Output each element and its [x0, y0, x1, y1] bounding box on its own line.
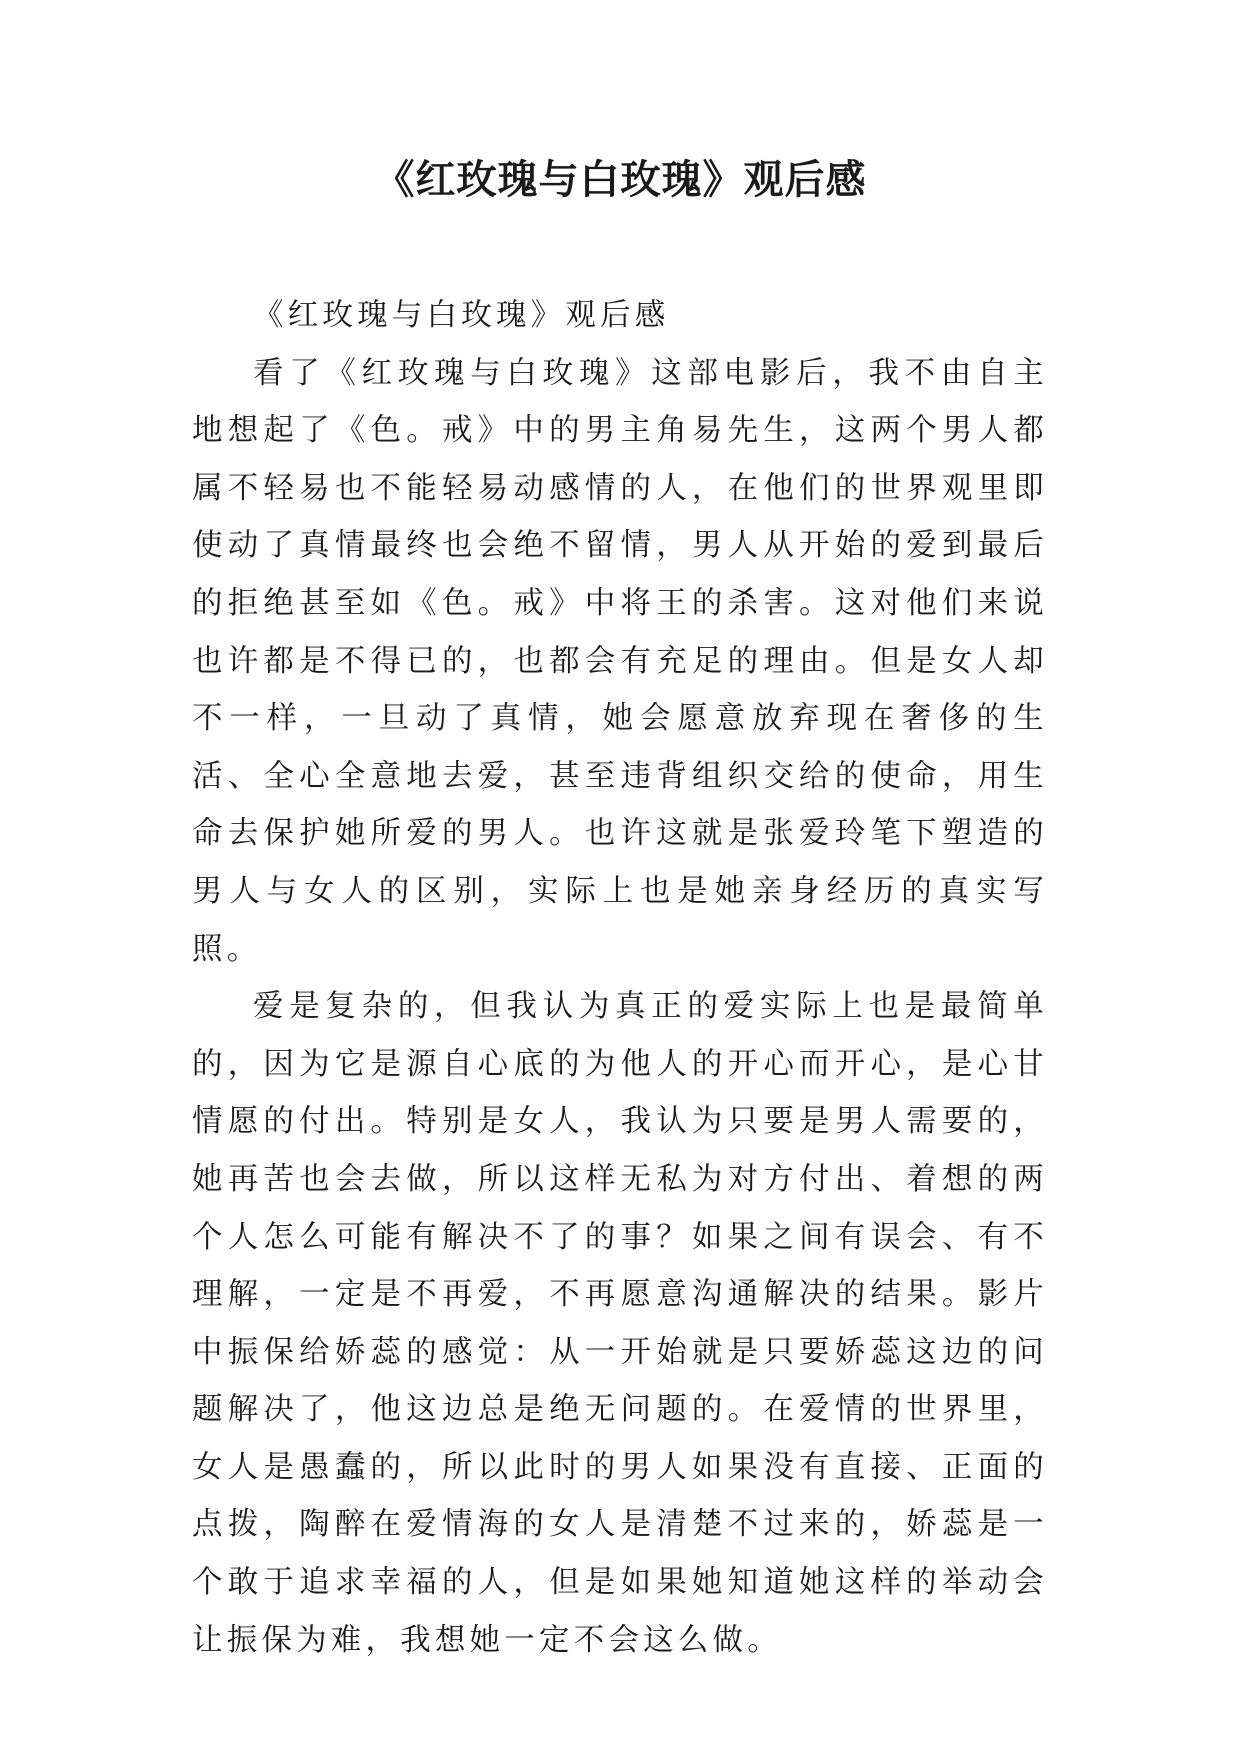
paragraph-subtitle: 《红玫瑰与白玫瑰》观后感 — [253, 298, 670, 333]
paragraph-1: 看了《红玫瑰与白玫瑰》这部电影后，我不由自主地想起了《色。戒》中的男主角易先生，这两个男人都属不轻易也不能轻易动感情的人，在他们的世界观里即使动了真情最终也会绝不留情，男人从开始的爱到最后的拒绝甚至如《色。戒》中将王的杀害。这对他们来说也许都是不得已的，也都会有充足的理由。但是女人却不一样，一旦动了真情，她会愿意放弃现在奢侈的生活、全心全意地去爱，甚至违背组织交给的使命，用生命去保护她所爱的男人。也许这就是张爱玲笔下塑造的男人与女人的区别，实际上也是她亲身经历的真实写照。 — [192, 355, 1048, 967]
paragraph-2: 爱是复杂的，但我认为真正的爱实际上也是最简单的，因为它是源自心底的为他人的开心而开心，是心甘情愿的付出。特别是女人，我认为只要是男人需要的，她再苦也会去做，所以这样无私为对方付出、着想的两个人怎么可能有解决不了的事？如果之间有误会、有不理解，一定是不再爱，不再愿意沟通解决的结果。影片中振保给娇蕊的感觉：从一开始就是只要娇蕊这边的问题解决了，他这边总是绝无问题的。在爱情的世界里，女人是愚蠢的，所以此时的男人如果没有直接、正面的点拨，陶醉在爱情海的女人是清楚不过来的，娇蕊是一个敢于追求幸福的人，但是如果她知道她这样的举动会让振保为难，我想她一定不会这么做。 — [192, 989, 1048, 1658]
document-body — [192, 287, 1048, 1669]
document-title: 《红玫瑰与白玫瑰》观后感 — [374, 156, 867, 203]
